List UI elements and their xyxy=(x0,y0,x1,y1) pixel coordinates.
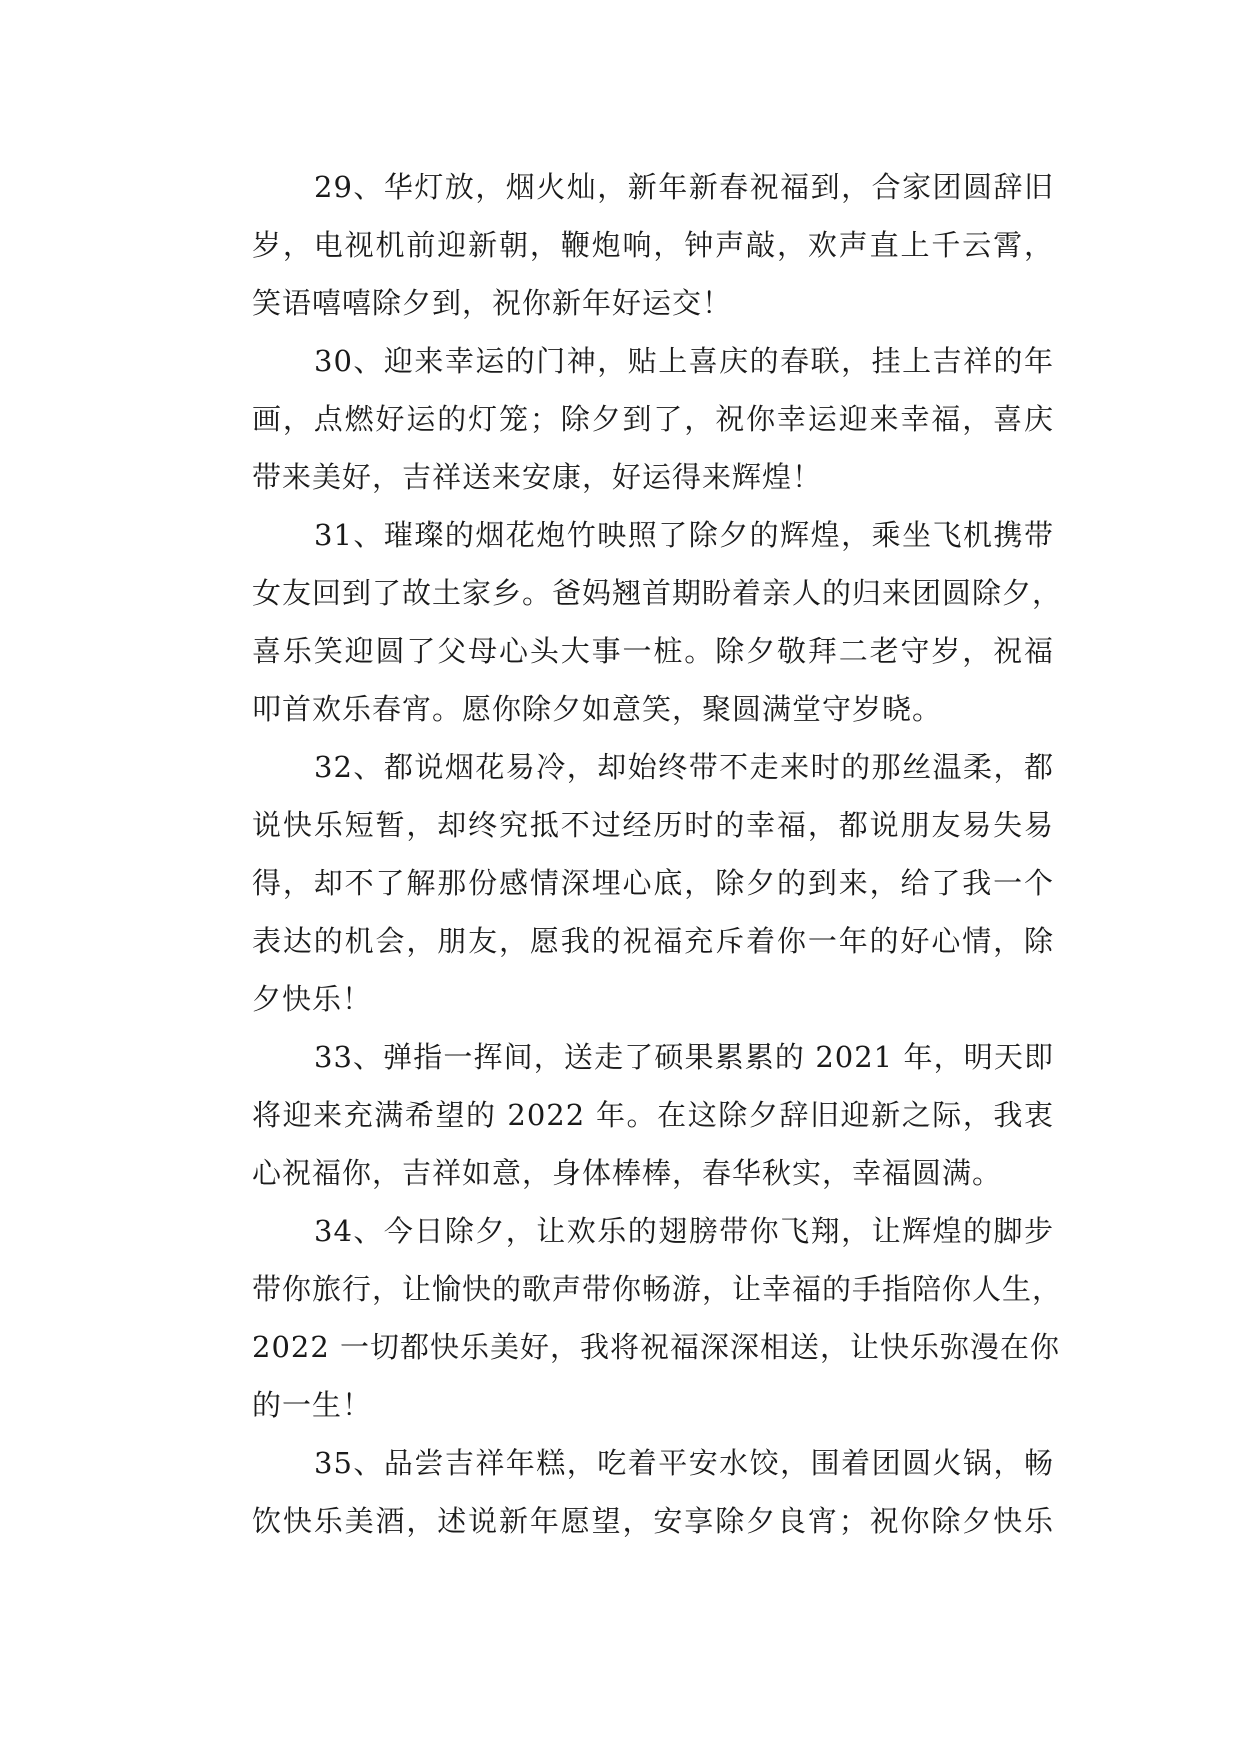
paragraph-line: 表达的机会，朋友，愿我的祝福充斥着你一年的好心情，除 xyxy=(252,924,1054,958)
paragraph-line: 33、弹指一挥间，送走了硕果累累的 2021 年，明天即 xyxy=(314,1040,1054,1074)
paragraph-line: 29、华灯放，烟火灿，新年新春祝福到，合家团圆辞旧 xyxy=(314,170,1054,204)
document-body xyxy=(190,158,1063,1550)
paragraph-line: 带你旅行，让愉快的歌声带你畅游，让幸福的手指陪你人生， xyxy=(252,1272,1063,1306)
paragraph-line: 画，点燃好运的灯笼；除夕到了，祝你幸运迎来幸福，喜庆 xyxy=(252,402,1054,436)
paragraph-line: 2022 一切都快乐美好，我将祝福深深相送，让快乐弥漫在你 xyxy=(252,1330,1061,1364)
paragraph-line: 夕快乐！ xyxy=(252,982,373,1016)
paragraph-line: 喜乐笑迎圆了父母心头大事一桩。除夕敬拜二老守岁，祝福 xyxy=(252,634,1054,668)
paragraph-line: 心祝福你，吉祥如意，身体棒棒，春华秋实，幸福圆满。 xyxy=(252,1156,1003,1190)
paragraph-line: 说快乐短暂，却终究抵不过经历时的幸福，都说朋友易失易 xyxy=(252,808,1054,842)
paragraph-line: 岁，电视机前迎新朝，鞭炮响，钟声敲，欢声直上千云霄， xyxy=(252,228,1054,262)
paragraph-32 xyxy=(190,738,1054,1028)
paragraph-line: 32、都说烟花易冷，却始终带不走来时的那丝温柔，都 xyxy=(314,750,1054,784)
paragraph-line: 女友回到了故土家乡。爸妈翘首期盼着亲人的归来团圆除夕， xyxy=(252,576,1063,610)
paragraph-line: 30、迎来幸运的门神，贴上喜庆的春联，挂上吉祥的年 xyxy=(314,344,1054,378)
paragraph-33 xyxy=(190,1028,1054,1202)
paragraph-line: 得，却不了解那份感情深埋心底，除夕的到来，给了我一个 xyxy=(252,866,1054,900)
paragraph-line: 笑语嘻嘻除夕到，祝你新年好运交！ xyxy=(252,286,733,320)
paragraph-line: 将迎来充满希望的 2022 年。在这除夕辞旧迎新之际，我衷 xyxy=(252,1098,1054,1132)
paragraph-34 xyxy=(190,1202,1063,1434)
paragraph-line: 的一生！ xyxy=(252,1388,373,1422)
paragraph-30 xyxy=(190,332,1054,506)
paragraph-line: 35、品尝吉祥年糕，吃着平安水饺，围着团圆火锅，畅 xyxy=(314,1446,1054,1480)
paragraph-line: 饮快乐美酒，述说新年愿望，安享除夕良宵；祝你除夕快乐 xyxy=(252,1504,1054,1538)
paragraph-line: 34、今日除夕，让欢乐的翅膀带你飞翔，让辉煌的脚步 xyxy=(314,1214,1054,1248)
paragraph-29 xyxy=(190,158,1054,332)
paragraph-line: 带来美好，吉祥送来安康，好运得来辉煌！ xyxy=(252,460,823,494)
paragraph-line: 叩首欢乐春宵。愿你除夕如意笑，聚圆满堂守岁晓。 xyxy=(252,692,943,726)
paragraph-35 xyxy=(190,1434,1054,1550)
paragraph-line: 31、璀璨的烟花炮竹映照了除夕的辉煌，乘坐飞机携带 xyxy=(314,518,1054,552)
paragraph-31 xyxy=(190,506,1063,738)
